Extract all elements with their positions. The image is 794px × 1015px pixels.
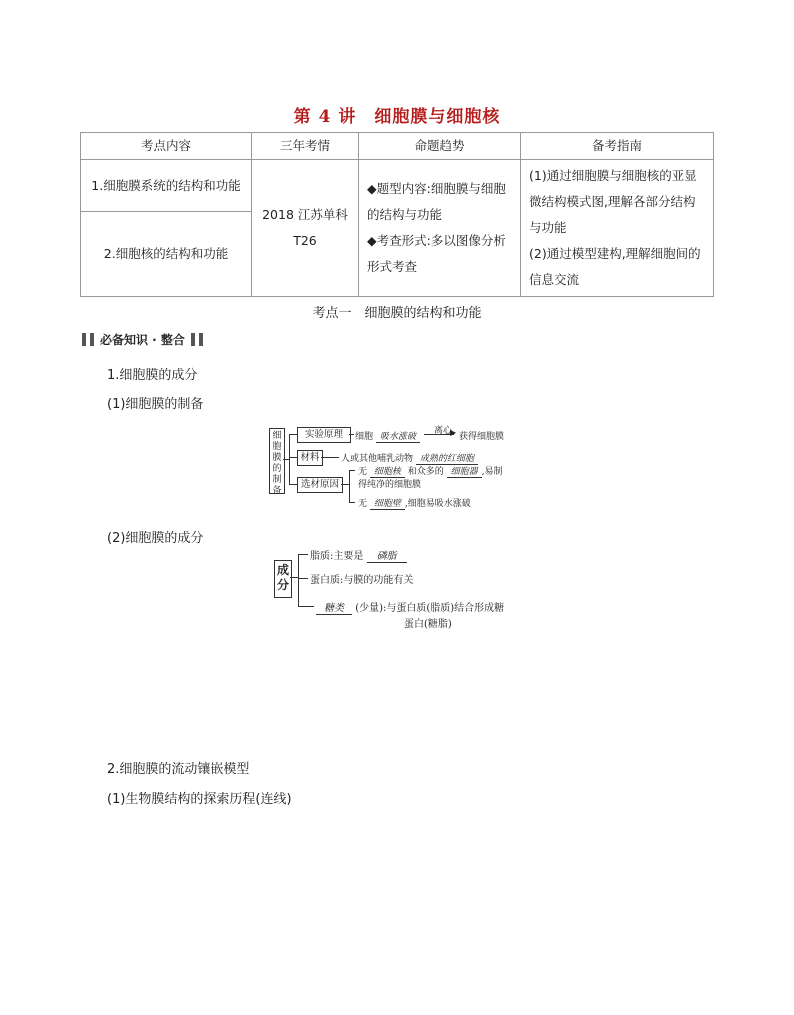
section-title: 考点一 细胞膜的结构和功能 — [312, 306, 482, 321]
heading-fluid-mosaic: 2.细胞膜的流动镶嵌模型 — [107, 762, 250, 777]
exam-question: T26 — [293, 233, 317, 248]
prep-link-line — [289, 434, 297, 435]
tag-label: 必备知识 · 整合 — [100, 333, 185, 347]
prep-link-line — [349, 434, 354, 435]
material-box: 材料 — [297, 450, 323, 466]
prep-bracket-line — [349, 470, 350, 502]
selection-reason-box: 选材原因 — [297, 477, 343, 493]
protein-text: 蛋白质:与膜的功能有关 — [310, 575, 414, 586]
topic-cell: 2.细胞核的结构和功能 — [81, 212, 252, 297]
col-header: 三年考情 — [252, 133, 359, 160]
knowledge-tag — [80, 331, 205, 348]
trend-item: ◆题型内容:细胞膜与细胞的结构与功能 — [367, 181, 506, 222]
lipid-row — [310, 547, 407, 562]
principle-text: 细胞 — [355, 432, 374, 442]
guide-cell — [521, 160, 714, 297]
lipid-text: 脂质:主要是 — [310, 551, 364, 562]
heading-composition: 1.细胞膜的成分 — [107, 368, 198, 383]
prep-link-line — [349, 470, 355, 471]
sugar-text: (少量):与蛋白质(脂质)结合形成糖 — [355, 603, 505, 614]
answer-blank: 细胞器 — [447, 467, 482, 478]
prep-link-line — [341, 484, 349, 485]
arrow-head-icon: ▶ — [450, 428, 457, 437]
tag-bracket-left — [90, 333, 94, 346]
guide-item: (2)通过模型建构,理解细胞间的信息交流 — [529, 246, 701, 287]
trend-cell — [359, 160, 521, 297]
topic-cell: 1.细胞膜系统的结构和功能 — [81, 160, 252, 212]
principle-box: 实验原理 — [297, 427, 351, 443]
table-header-row — [81, 133, 714, 160]
sugar-row — [316, 599, 504, 614]
page-title: 第 4 讲 细胞膜与细胞核 — [293, 107, 501, 127]
col-header: 命题趋势 — [359, 133, 521, 160]
trend-item: ◆考查形式:多以图像分析形式考查 — [367, 233, 506, 274]
principle-row — [355, 429, 420, 442]
subheading-preparation: (1)细胞膜的制备 — [107, 397, 204, 412]
tag-bracket-right — [199, 333, 203, 346]
prep-link-line — [321, 457, 339, 458]
reason-text: 和众多的 — [407, 467, 444, 477]
answer-blank: 磷脂 — [367, 551, 407, 563]
reason-text: 无 — [358, 499, 368, 509]
exam-info-table — [80, 132, 714, 297]
reason-text: 无 — [358, 467, 368, 477]
sugar-text-cont: 蛋白(糖脂) — [404, 619, 452, 630]
prep-link-line — [289, 457, 297, 458]
centrifuge-label: 离心 — [434, 426, 453, 436]
answer-blank: 细胞核 — [370, 467, 405, 478]
components-root-box: 成分 — [274, 560, 292, 598]
table-row — [81, 160, 714, 212]
reason-text: ,细胞易吸水涨破 — [404, 499, 471, 509]
exam-cell — [252, 160, 359, 297]
tag-bracket-left — [82, 333, 86, 346]
answer-blank: 糖类 — [316, 603, 352, 615]
comp-link-line — [298, 554, 308, 555]
guide-item: (1)通过细胞膜与细胞核的亚显微结构模式图,理解各部分结构与功能 — [529, 168, 697, 235]
principle-result: 获得细胞膜 — [459, 432, 505, 442]
reason-row — [358, 464, 503, 477]
comp-bracket-line — [298, 554, 299, 606]
prep-link-line — [349, 502, 355, 503]
subheading-components: (2)细胞膜的成分 — [107, 531, 204, 546]
reason-text: ,易制 — [481, 467, 503, 477]
reason-text: 得纯净的细胞膜 — [358, 480, 422, 490]
exam-year: 2018 江苏单科 — [262, 207, 348, 222]
reason-row — [358, 496, 471, 509]
prep-root-box: 细胞膜的制备 — [269, 428, 285, 494]
comp-link-line — [298, 578, 308, 579]
col-header: 考点内容 — [81, 133, 252, 160]
material-row — [341, 451, 478, 464]
prep-link-line — [289, 484, 297, 485]
col-header: 备考指南 — [521, 133, 714, 160]
answer-blank: 细胞壁 — [370, 499, 405, 510]
prep-link-line — [283, 459, 289, 460]
prep-bracket-line — [289, 434, 290, 484]
tag-bracket-right — [191, 333, 195, 346]
subheading-history: (1)生物膜结构的探索历程(连线) — [107, 792, 292, 807]
answer-blank: 成熟的红细胞 — [416, 454, 478, 465]
answer-blank: 吸水涨破 — [376, 432, 420, 443]
material-text: 人或其他哺乳动物 — [341, 454, 414, 464]
comp-link-line — [290, 577, 298, 578]
comp-link-line — [298, 606, 314, 607]
